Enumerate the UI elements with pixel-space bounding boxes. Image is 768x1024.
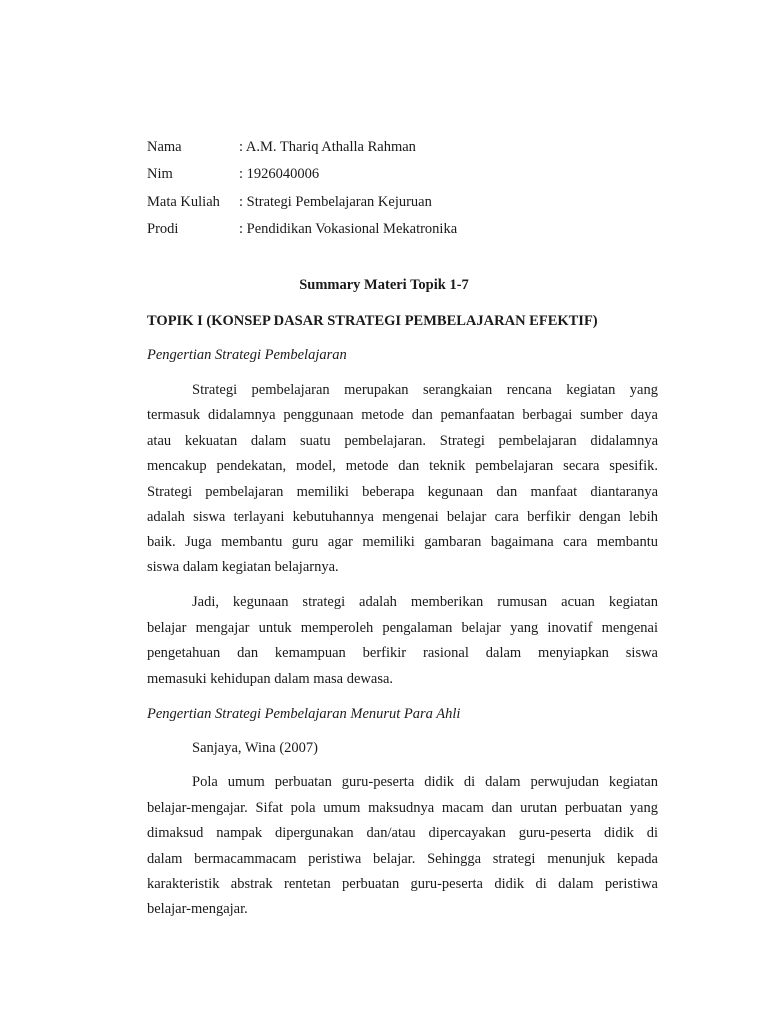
paragraph-line: adalah siswa terlayani kebutuhannya mengenai belajar cara berfikir dengan lebih bbox=[147, 509, 658, 525]
paragraph-line: pengetahuan dan kemampuan berfikir rasional dalam menyiapkan siswa bbox=[147, 645, 658, 661]
paragraph-line: dimaksud nampak dipergunakan dan/atau dipercayakan guru-peserta didik di bbox=[147, 825, 658, 841]
paragraph-line: siswa dalam kegiatan belajarnya. bbox=[147, 559, 339, 575]
paragraph-line: belajar-mengajar. bbox=[147, 901, 248, 917]
meta-label: Prodi bbox=[147, 221, 179, 237]
meta-label: Mata Kuliah bbox=[147, 194, 220, 210]
meta-value: : 1926040006 bbox=[239, 166, 320, 182]
paragraph-line: Strategi pembelajaran merupakan serangkaian rencana kegiatan yang bbox=[192, 382, 658, 398]
meta-row-nama bbox=[147, 138, 416, 156]
meta-value: : Strategi Pembelajaran Kejuruan bbox=[239, 194, 432, 210]
meta-label: Nama bbox=[147, 139, 182, 155]
section-subheading: Pengertian Strategi Pembelajaran bbox=[147, 347, 347, 363]
paragraph-line: belajar mengajar untuk memperoleh pengalaman belajar yang inovatif mengenai bbox=[147, 620, 658, 636]
paragraph-line: karakteristik abstrak rentetan perbuatan guru-peserta didik di dalam peristiwa bbox=[147, 876, 658, 892]
topic-heading: TOPIK I (KONSEP DASAR STRATEGI PEMBELAJARAN EFEKTIF) bbox=[147, 313, 598, 329]
meta-label: Nim bbox=[147, 166, 173, 182]
meta-row-prodi bbox=[147, 220, 457, 238]
paragraph-line: memasuki kehidupan dalam masa dewasa. bbox=[147, 671, 394, 687]
paragraph-line: Pola umum perbuatan guru-peserta didik di dalam perwujudan kegiatan bbox=[192, 774, 658, 790]
paragraph-line: Jadi, kegunaan strategi adalah memberikan rumusan acuan kegiatan bbox=[192, 594, 658, 610]
paragraph-line: atau kekuatan dalam suatu pembelajaran. Strategi pembelajaran didalamnya bbox=[147, 433, 658, 449]
meta-value: : A.M. Thariq Athalla Rahman bbox=[239, 139, 416, 155]
paragraph-line: belajar-mengajar. Sifat pola umum maksudnya macam dan urutan perbuatan yang bbox=[147, 800, 658, 816]
source-reference: Sanjaya, Wina (2007) bbox=[192, 740, 318, 756]
paragraph-line: Strategi pembelajaran memiliki beberapa kegunaan dan manfaat diantaranya bbox=[147, 484, 658, 500]
paragraph-line: mencakup pendekatan, model, metode dan teknik pembelajaran secara spesifik. bbox=[147, 458, 658, 474]
meta-value: : Pendidikan Vokasional Mekatronika bbox=[239, 221, 458, 237]
meta-row-mata-kuliah bbox=[147, 193, 432, 211]
paragraph-line: dalam bermacammacam peristiwa belajar. Sehingga strategi menunjuk kepada bbox=[147, 851, 658, 867]
section-subheading: Pengertian Strategi Pembelajaran Menurut Para Ahli bbox=[147, 706, 461, 722]
document-title: Summary Materi Topik 1-7 bbox=[299, 277, 469, 293]
paragraph-line: baik. Juga membantu guru agar memiliki gambaran bagaimana cara membantu bbox=[147, 534, 658, 550]
meta-row-nim bbox=[147, 165, 319, 183]
paragraph-line: termasuk didalamnya penggunaan metode dan pemanfaatan berbagai sumber daya bbox=[147, 407, 658, 423]
